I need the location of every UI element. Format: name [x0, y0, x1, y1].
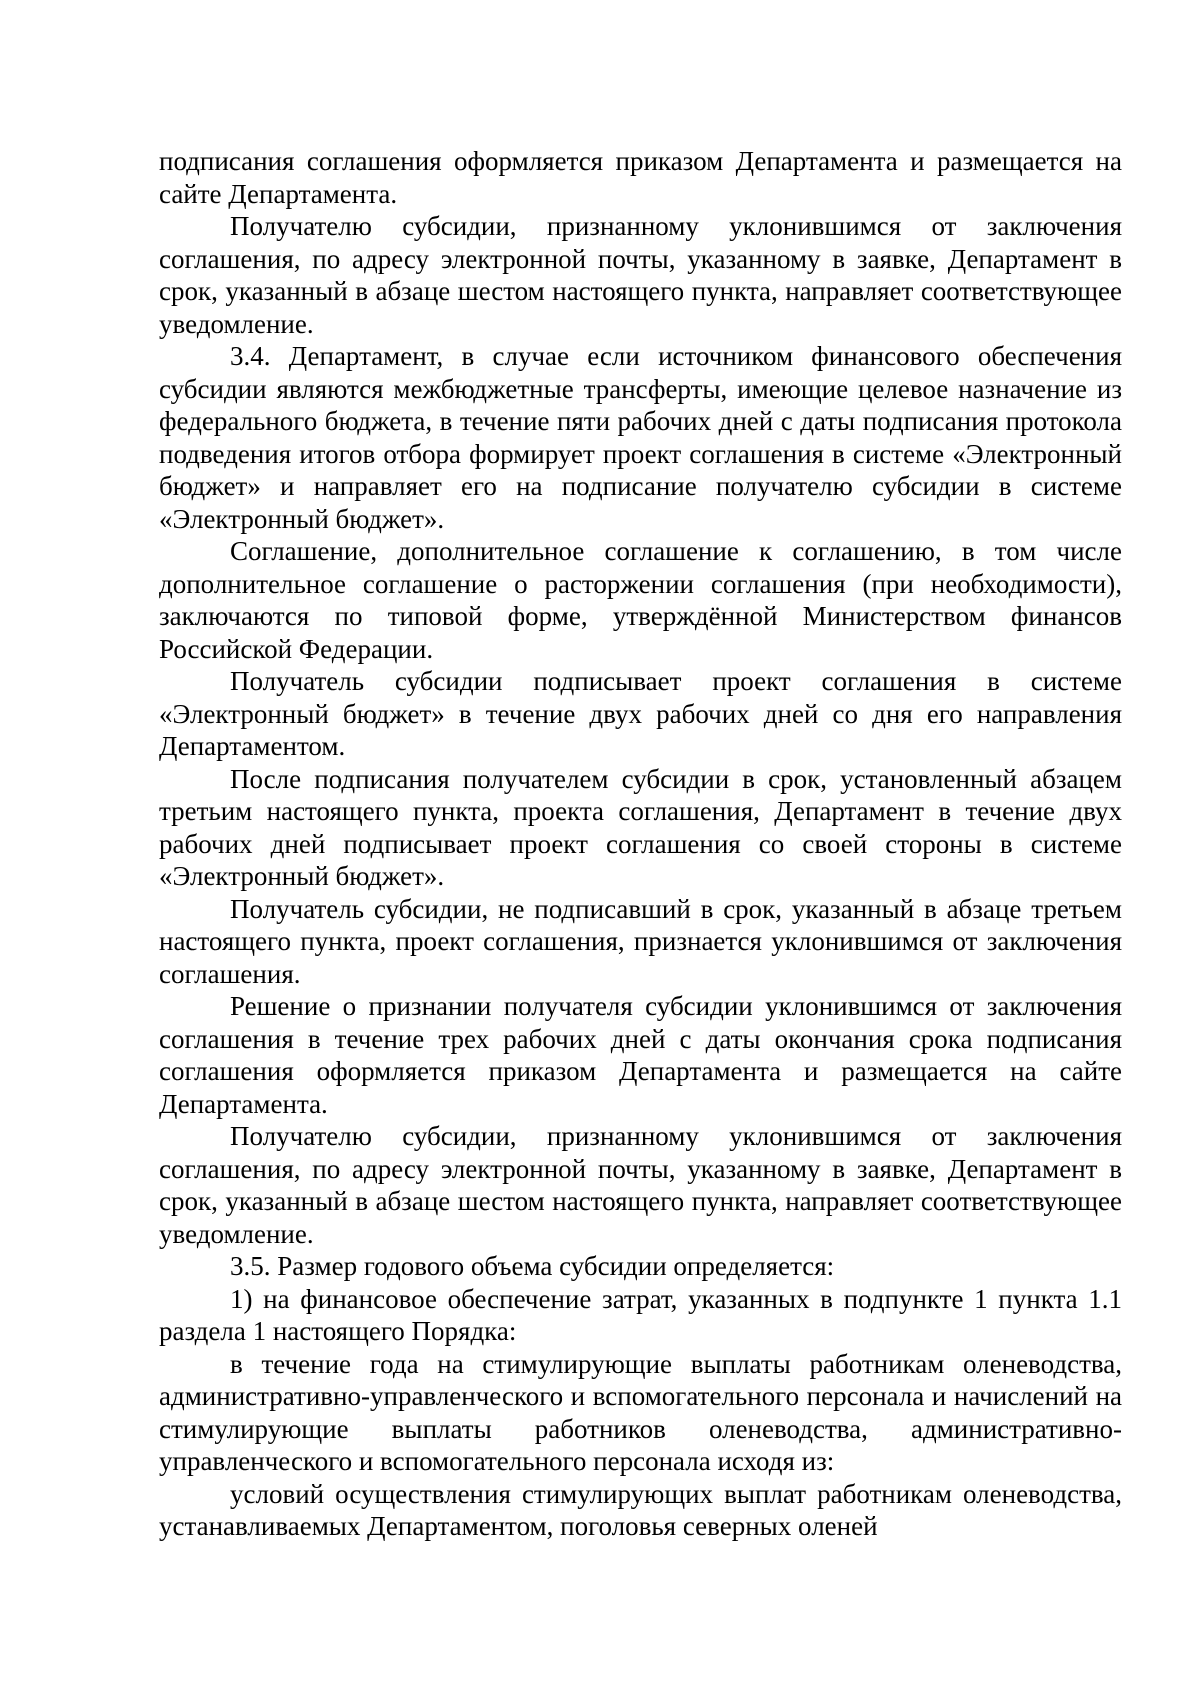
paragraph: условий осуществления стимулирующих выплат работникам оленеводства, устанавливаемых Департаментом, поголовья северных оленей [159, 1478, 1122, 1541]
document-body [159, 145, 1122, 1543]
paragraph: Получателю субсидии, признанному уклонившимся от заключения соглашения, по адресу электронной почты, указанному в заявке, Департамент в срок, указанный в абзаце шестом настоящего пункта, направляет соответствующее уведомление. [159, 1121, 1122, 1249]
paragraph-subclause-1: 1) на финансовое обеспечение затрат, указанных в подпункте 1 пункта 1.1 раздела 1 настоящего Порядка: [159, 1283, 1122, 1346]
paragraph-clause-3-4: 3.4. Департамент, в случае если источником финансового обеспечения субсидии являются межбюджетные трансферты, имеющие целевое назначение из федерального бюджета, в течение пяти рабочих дней с даты подписания протокола подведения итогов отбора формирует проект соглашения в системе «Электронный бюджет» и направляет его на подписание получателю субсидии в системе «Электронный бюджет». [159, 341, 1122, 534]
paragraph: После подписания получателем субсидии в срок, установленный абзацем третьим настоящего пункта, проекта соглашения, Департамент в течение двух рабочих дней подписывает проект соглашения со своей стороны в системе «Электронный бюджет». [159, 763, 1122, 891]
paragraph: в течение года на стимулирующие выплаты работникам оленеводства, административно-управленческого и вспомогательного персонала и начислений на стимулирующие выплаты работников оленеводства, административно-управленческого и вспомогательного персонала исходя из: [159, 1348, 1122, 1476]
paragraph-continuation: подписания соглашения оформляется приказом Департамента и размещается на сайте Департамента. [159, 146, 1122, 209]
paragraph: Решение о признании получателя субсидии уклонившимся от заключения соглашения в течение трех рабочих дней с даты окончания срока подписания соглашения оформляется приказом Департамента и размещается на сайте Департамента. [159, 991, 1122, 1119]
paragraph-clause-3-5: 3.5. Размер годового объема субсидии определяется: [230, 1251, 835, 1281]
paragraph: Получатель субсидии подписывает проект соглашения в системе «Электронный бюджет» в течение двух рабочих дней со дня его направления Департаментом. [159, 666, 1122, 761]
paragraph: Получателю субсидии, признанному уклонившимся от заключения соглашения, по адресу электронной почты, указанному в заявке, Департамент в срок, указанный в абзаце шестом настоящего пункта, направляет соответствующее уведомление. [159, 211, 1122, 339]
paragraph: Соглашение, дополнительное соглашение к соглашению, в том числе дополнительное соглашение о расторжении соглашения (при необходимости), заключаются по типовой форме, утверждённой Министерством финансов Российской Федерации. [159, 536, 1122, 664]
paragraph: Получатель субсидии, не подписавший в срок, указанный в абзаце третьем настоящего пункта, проект соглашения, признается уклонившимся от заключения соглашения. [159, 893, 1122, 989]
